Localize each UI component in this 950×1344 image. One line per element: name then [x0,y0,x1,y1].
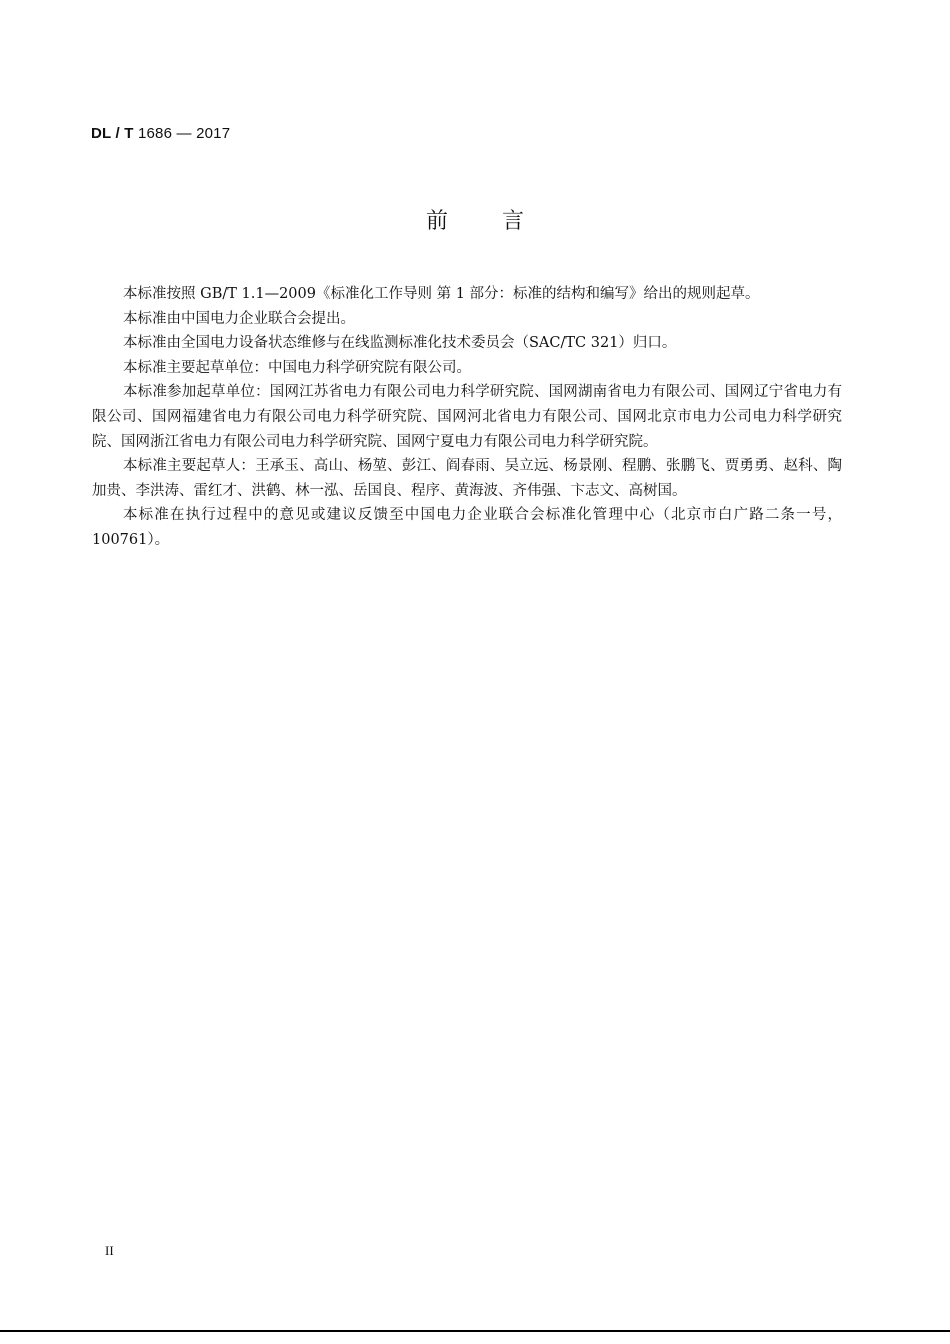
paragraph-proposer: 本标准由中国电力企业联合会提出。 [123,310,355,327]
standard-code-number: 1686 — 2017 [133,125,231,142]
page-number: II [105,1243,114,1258]
paragraph-main-drafting-unit: 本标准主要起草单位：中国电力科学研究院有限公司。 [123,359,471,376]
paragraph-centralized-management: 本标准由全国电力设备状态维修与在线监测标准化技术委员会（SAC/TC 321）归口。 [123,335,677,352]
paragraph-participating-units: 本标准参加起草单位：国网江苏省电力有限公司电力科学研究院、国网湖南省电力有限公司、国网辽宁省电力有限公司、国网福建省电力有限公司电力科学研究院、国网河北省电力有限公司、国网北京市电力公司电力科学研究院、国网浙江省电力有限公司电力科学研究院、国网宁夏电力有限公司电力科学研究院。 [92,384,842,450]
paragraph-drafting-rules: 本标准按照 GB/T 1.1—2009《标准化工作导则 第 1 部分：标准的结构和编写》给出的规则起草。 [123,286,760,302]
standard-code-prefix: DL / T [91,125,134,142]
paragraph-feedback: 本标准在执行过程中的意见或建议反馈至中国电力企业联合会标准化管理中心（北京市白广路二条一号，100761）。 [92,507,842,548]
standard-code [91,125,230,142]
bottom-divider [0,1330,950,1332]
paragraph-main-drafters: 本标准主要起草人：王承玉、高山、杨堃、彭江、阎春雨、吴立远、杨景刚、程鹏、张鹏飞、贾勇勇、赵科、陶加贵、李洪涛、雷红才、洪鹤、林一泓、岳国良、程序、黄海波、齐伟强、卞志文、高树国。 [92,458,842,499]
page-title: 前言 [425,209,578,234]
foreword-body [92,282,842,553]
